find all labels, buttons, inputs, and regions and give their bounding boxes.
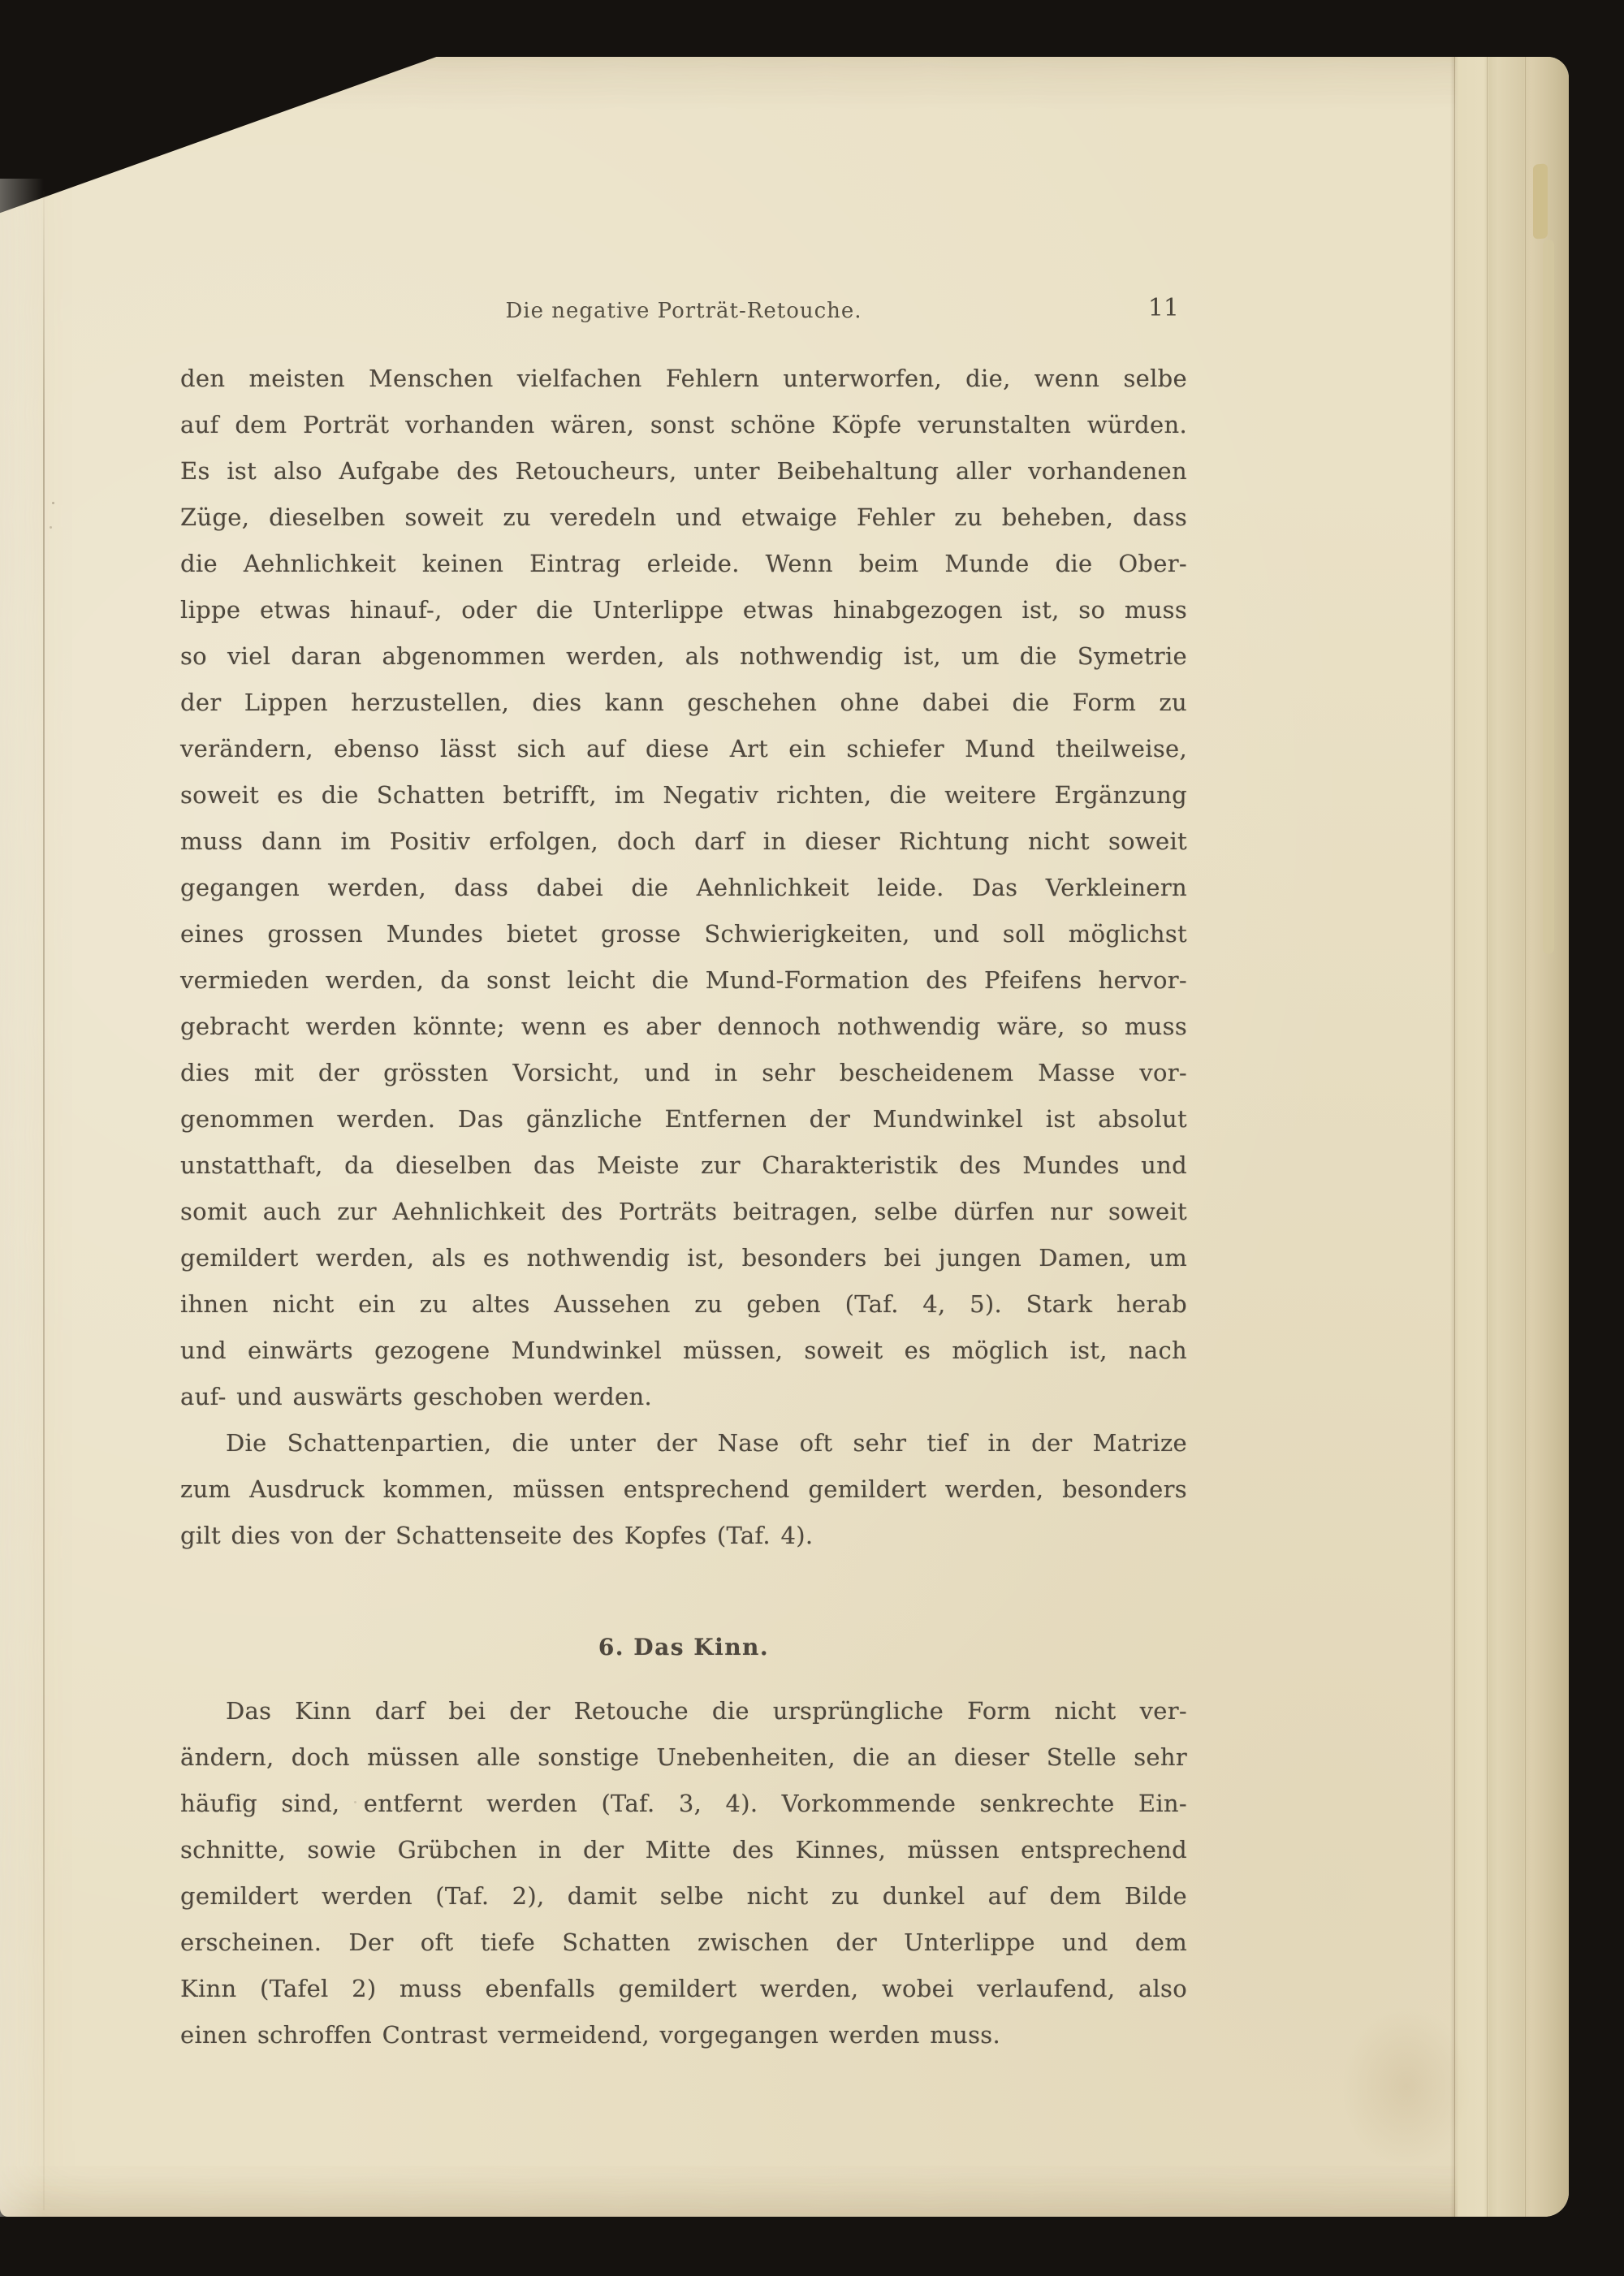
book-page [0,57,1569,2217]
text-line: häufig sind, entfernt werden (Taf. 3, 4). Vorkommende senkrechte Ein- [180,1790,1187,1817]
text-line: unstatthaft, da dieselben das Meiste zur Charakteristik des Mundes und [180,1151,1187,1179]
text-line: vermieden werden, da sonst leicht die Mund-Formation des Pfeifens hervor- [180,966,1187,994]
page-number: 11 [1147,294,1179,322]
section-heading: 6. Das Kinn. [598,1634,770,1661]
text-line: Es ist also Aufgabe des Retoucheurs, unter Beibehaltung aller vorhandenen [180,457,1187,485]
running-header [180,294,1187,335]
text-line: schnitte, sowie Grübchen in der Mitte des Kinnes, müssen entsprechend [180,1836,1187,1864]
text-line: Züge, dieselben soweit zu veredeln und etwaige Fehler zu beheben, dass [180,503,1187,531]
text-line: genommen werden. Das gänzliche Entfernen der Mundwinkel ist absolut [180,1105,1187,1133]
text-block [180,294,1187,2058]
text-line: muss dann im Positiv erfolgen, doch darf in dieser Richtung nicht soweit [180,827,1187,855]
corner-shadow [0,55,441,214]
text-line: einen schroffen Contrast vermeidend, vorgegangen werden muss. [180,2021,1000,2049]
text-line: verändern, ebenso lässt sich auf diese Art ein schiefer Mund theilweise, [180,735,1187,762]
text-line: den meisten Menschen vielfachen Fehlern unterworfen, die, wenn selbe [180,365,1187,392]
gutter-crease [43,191,45,2210]
text-line: somit auch zur Aehnlichkeit des Porträts beitragen, selbe dürfen nur soweit [180,1198,1187,1225]
text-line: auf dem Porträt vorhanden wären, sonst schöne Köpfe verunstalten würden. [180,411,1187,438]
body-text [180,356,1187,2058]
text-line: gemildert werden (Taf. 2), damit selbe nicht zu dunkel auf dem Bilde [180,1882,1187,1910]
gutter-highlight [0,179,44,2217]
page-edge-stack [1450,57,1569,2217]
text-line: zum Ausdruck kommen, müssen entsprechend gemildert werden, besonders [180,1475,1187,1503]
text-line: eines grossen Mundes bietet grosse Schwierigkeiten, und soll möglichst [180,920,1187,948]
text-line: dies mit der grössten Vorsicht, und in sehr bescheidenem Masse vor- [180,1059,1187,1086]
paper-stain [1341,2006,1471,2168]
text-line: gegangen werden, dass dabei die Aehnlichkeit leide. Das Verkleinern [180,874,1187,901]
text-line: ändern, doch müssen alle sonstige Unebenheiten, die an dieser Stelle sehr [180,1743,1187,1771]
page-edge-tab [1543,240,1554,954]
text-line: auf- und auswärts geschoben werden. [180,1383,652,1410]
page-edge-tab [1533,163,1548,239]
text-line: gilt dies von der Schattenseite des Kopfes (Taf. 4). [180,1522,814,1549]
text-line: so viel daran abgenommen werden, als nothwendig ist, um die Symetrie [180,642,1187,670]
text-line: der Lippen herzustellen, dies kann geschehen ohne dabei die Form zu [180,689,1187,716]
text-line: ihnen nicht ein zu altes Aussehen zu geben (Taf. 4, 5). Stark herab [180,1290,1187,1318]
text-line: die Aehnlichkeit keinen Eintrag erleide. Wenn beim Munde die Ober- [180,550,1187,577]
text-line: und einwärts gezogene Mundwinkel müssen, soweit es möglich ist, nach [180,1337,1187,1364]
text-line: lippe etwas hinauf-, oder die Unterlippe etwas hinabgezogen ist, so muss [180,596,1187,624]
running-title: Die negative Porträt-Retouche. [505,299,862,323]
text-line: Kinn (Tafel 2) muss ebenfalls gemildert werden, wobei verlaufend, also [180,1975,1187,2002]
text-line: soweit es die Schatten betrifft, im Negativ richten, die weitere Ergänzung [180,781,1187,809]
text-line: gebracht werden könnte; wenn es aber dennoch nothwendig wäre, so muss [180,1013,1187,1040]
text-line: erscheinen. Der oft tiefe Schatten zwischen der Unterlippe und dem [180,1928,1187,1956]
paper-specks [0,57,2,59]
text-line: Das Kinn darf bei der Retouche die ursprüngliche Form nicht ver- [226,1697,1187,1725]
text-line: Die Schattenpartien, die unter der Nase oft sehr tief in der Matrize [226,1429,1187,1457]
text-line: gemildert werden, als es nothwendig ist, besonders bei jungen Damen, um [180,1244,1187,1272]
